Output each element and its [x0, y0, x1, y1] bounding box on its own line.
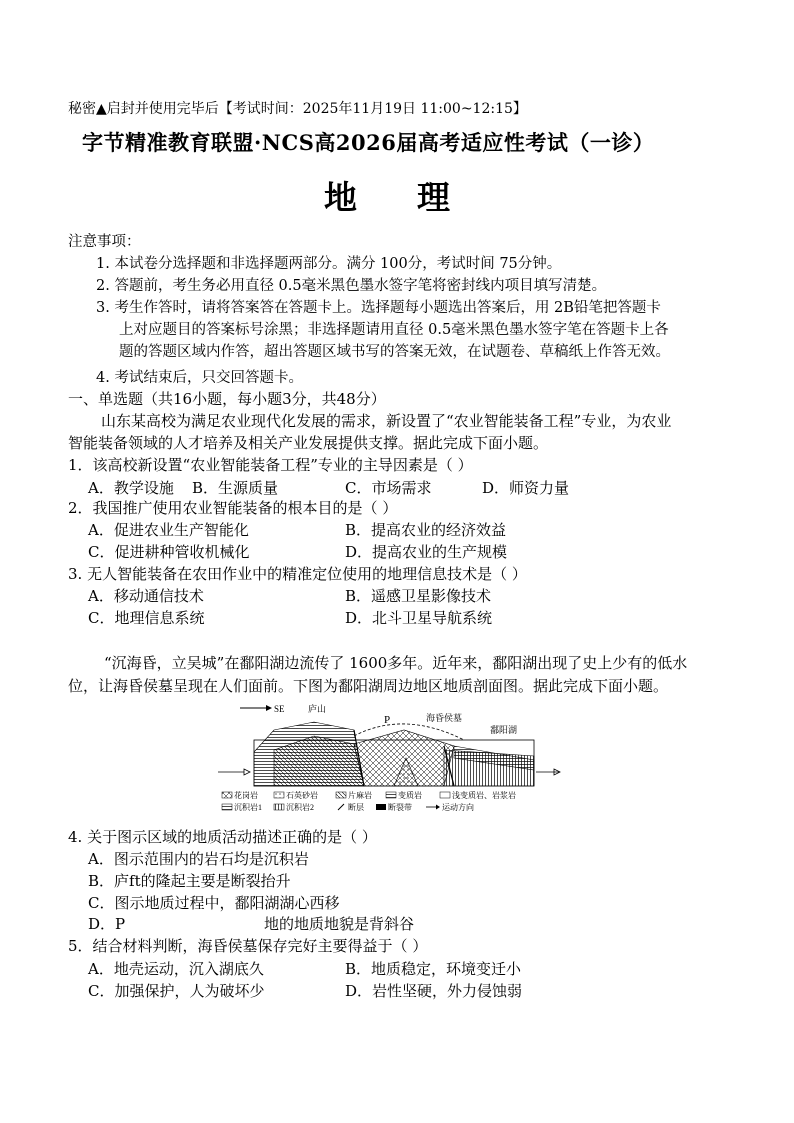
- q4-option-d: D．P: [88, 915, 126, 933]
- legend-sedimentary-2: 沉积岩2: [286, 803, 314, 812]
- material2-line2: 位，让海昏侯墓呈现在人们面前。下图为鄱阳湖周边地区地质剖面图。据此完成下面小题。: [68, 677, 669, 695]
- legend-quartz-sandstone: 石英砂岩: [286, 791, 318, 800]
- subject-title: 地理: [324, 178, 510, 217]
- material2-line1: “沉海昏，立吴城”在鄱阳湖边流传了 1600多年。近年来，鄱阳湖出现了史上少有的低水: [104, 654, 688, 672]
- q5-option-a: A．地壳运动，沉入湖底久: [88, 960, 264, 978]
- question-5: 5．结合材料判断，海昏侯墓保存完好主要得益于（ ）: [68, 937, 428, 955]
- geologic-cross-section: [214, 700, 568, 818]
- q4-option-a: A．图示范围内的岩石均是沉积岩: [88, 850, 309, 868]
- q2-option-d: D．提高农业的生产规模: [345, 543, 508, 561]
- q4-option-b: B．庐ft的隆起主要是断裂抬升: [88, 872, 291, 890]
- question-2: 2．我国推广使用农业智能装备的根本目的是（ ）: [68, 499, 398, 517]
- se-label: SE: [274, 704, 285, 714]
- notice-item-4: 4. 考试结束后，只交回答题卡。: [96, 370, 303, 386]
- q2-option-b: B．提高农业的经济效益: [345, 521, 507, 539]
- exam-title: 字节精准教育联盟·NCS高2026届高考适应性考试（一诊）: [82, 130, 655, 155]
- question-4: 4. 关于图示区域的地质活动描述正确的是（ ）: [68, 828, 377, 846]
- legend-metamorphic: 变质岩: [398, 791, 422, 800]
- notice-item-2: 2. 答题前，考生务必用直径 0.5毫米黑色墨水签字笔将密封线内项目填写清楚。: [96, 278, 607, 294]
- q2-option-c: C．促进耕种管收机械化: [88, 543, 250, 561]
- lushan-label: 庐山: [308, 704, 327, 714]
- notice-item-3: 3. 考生作答时，请将答案答在答题卡上。选择题每小题选出答案后，用 2B铅笔把答题卡: [96, 300, 661, 316]
- q3-option-a: A．移动通信技术: [88, 587, 204, 605]
- material1-line2: 智能装备领域的人才培养及相关产业发展提供支撑。据此完成下面小题。: [68, 434, 549, 452]
- tomb-label: 海昏侯墓: [426, 713, 463, 723]
- q4-option-c: C．图示地质过程中，鄱阳湖湖心西移: [88, 894, 340, 912]
- legend-sedimentary-1: 沉积岩1: [234, 803, 262, 812]
- notice-item-3-cont2: 题的答题区域内作答，超出答题区域书写的答案无效，在试题卷、草稿纸上作答无效。: [119, 344, 670, 360]
- lake-label: 鄱阳湖: [490, 725, 518, 735]
- secret-header-line: 秘密▲启封并使用完毕后【考试时间：2025年11月19日 11:00~12:15】: [68, 101, 527, 117]
- q1-option-b: B．生源质量: [192, 479, 279, 497]
- question-1: 1．该高校新设置“农业智能装备工程”专业的主导因素是（ ）: [68, 456, 473, 474]
- q5-option-c: C．加强保护，人为破坏少: [88, 982, 265, 1000]
- q3-option-c: C．地理信息系统: [88, 609, 205, 627]
- legend-motion-direction: 运动方向: [442, 803, 474, 812]
- q3-option-b: B．遥感卫星影像技术: [345, 587, 492, 605]
- section-title: 一、单选题（共16小题，每小题3分，共48分）: [68, 390, 386, 408]
- legend-gneiss: 片麻岩: [348, 791, 372, 800]
- q5-option-d: D．岩性坚硬，外力侵蚀弱: [345, 982, 523, 1000]
- legend-fracture-zone: 断裂带: [388, 803, 412, 812]
- q1-option-a: A．教学设施: [88, 479, 174, 497]
- q3-option-d: D．北斗卫星导航系统: [345, 609, 493, 627]
- q4-option-d-cont: 地的地质地貌是背斜谷: [264, 915, 415, 933]
- p-label: P: [384, 714, 391, 726]
- notice-item-3-cont1: 上对应题目的答案标号涂黑；非选择题请用直径 0.5毫米黑色墨水签字笔在答题卡上各: [119, 322, 669, 338]
- q5-option-b: B．地质稳定，环境变迁小: [345, 960, 522, 978]
- notice-title: 注意事项：: [68, 234, 141, 250]
- material1-line1: 山东某高校为满足农业现代化发展的需求，新设置了“农业智能装备工程”专业，为农业: [101, 412, 672, 430]
- notice-item-1: 1. 本试卷分选择题和非选择题两部分。满分 100分，考试时间 75分钟。: [96, 256, 562, 272]
- question-3: 3. 无人智能装备在农田作业中的精准定位使用的地理信息技术是（ ）: [68, 565, 527, 583]
- q1-option-c: C．市场需求: [345, 479, 432, 497]
- legend-granite: 花岗岩: [234, 791, 258, 800]
- q2-option-a: A．促进农业生产智能化: [88, 521, 249, 539]
- legend-shallow-metamorphic: 浅变质岩、岩浆岩: [452, 791, 516, 800]
- legend-fault: 断层: [348, 803, 364, 812]
- q1-option-d: D．师资力量: [482, 479, 570, 497]
